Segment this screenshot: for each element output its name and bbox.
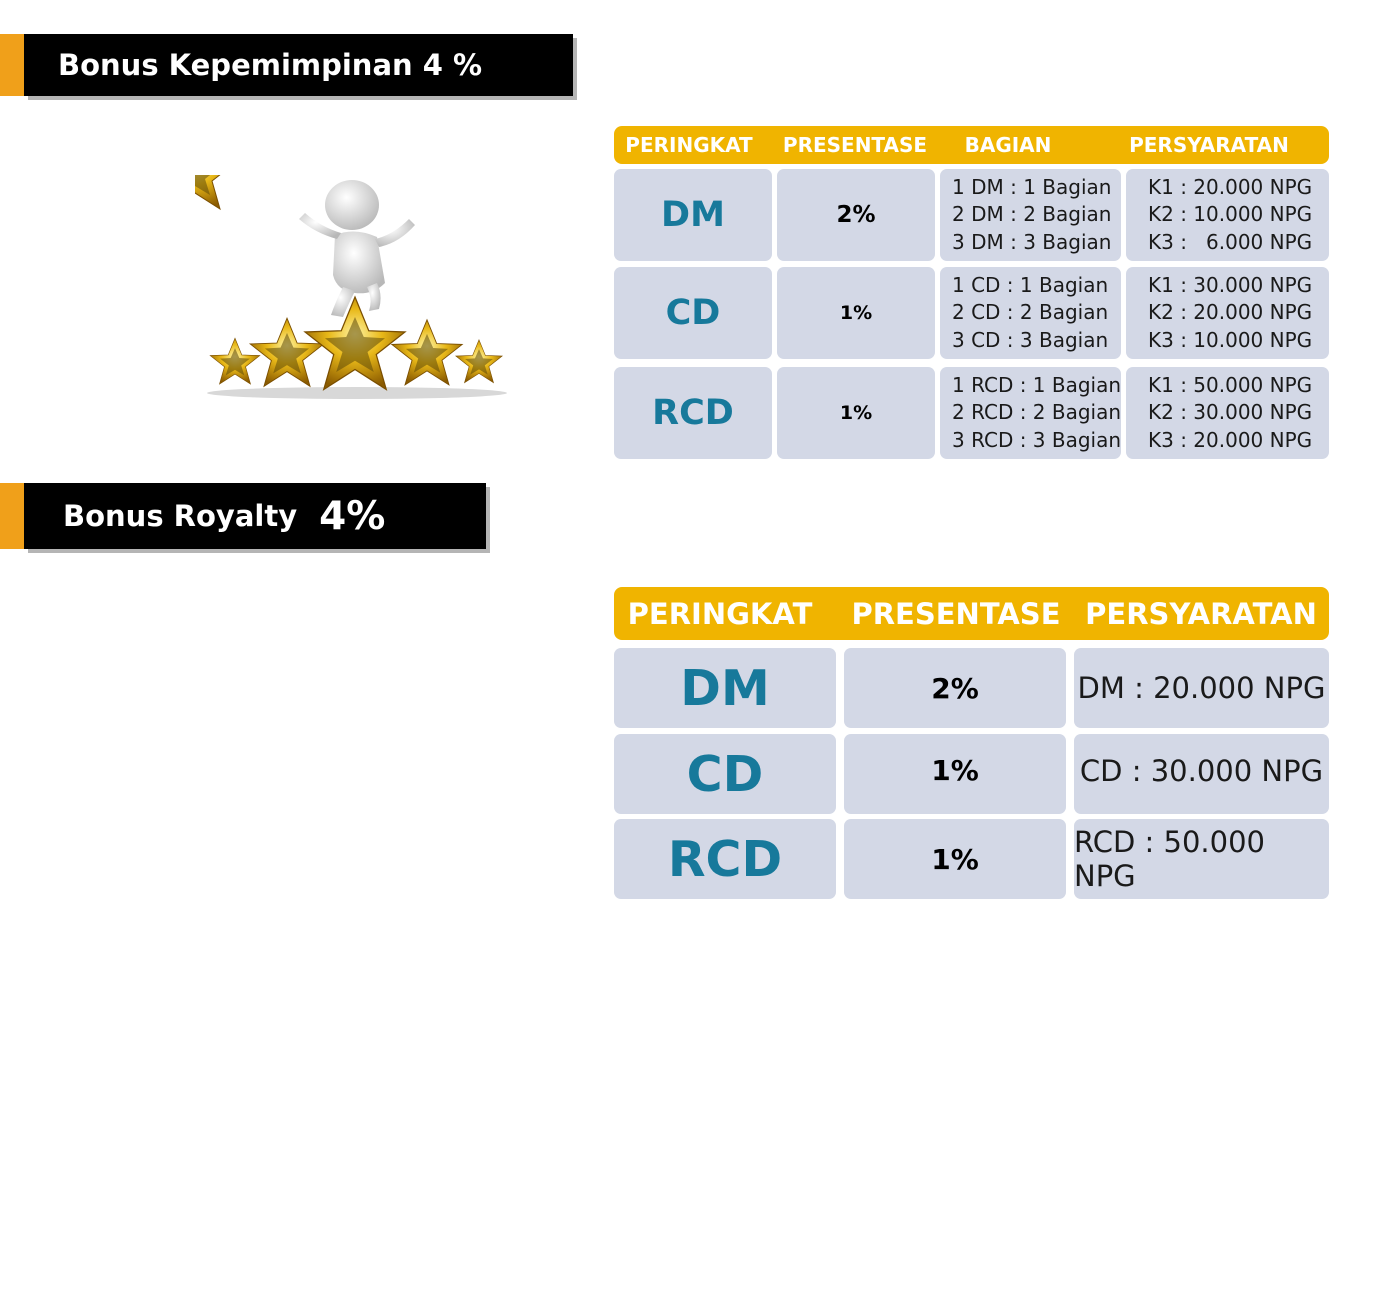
header-presentase: PRESENTASE (782, 133, 928, 157)
royalty-bonus-percent: 4% (319, 493, 386, 539)
header-presentase: PRESENTASE (851, 596, 1061, 631)
shares-cell (940, 367, 1121, 459)
share-line: 3 DM : 3 Bagian (952, 229, 1112, 254)
requirement-cell: CD : 30.000 NPG (1074, 734, 1329, 814)
share-line: 1 DM : 1 Bagian (952, 174, 1112, 199)
percent-cell: 1% (777, 267, 935, 359)
percent-cell: 1% (777, 367, 935, 459)
requirements-cell (1126, 267, 1329, 359)
rank-cell: CD (614, 267, 772, 359)
royalty-bonus-label: Bonus Royalty (63, 499, 298, 533)
requirement-line: K3 : 6.000 NPG (1148, 229, 1313, 254)
requirement-line: K2 : 10.000 NPG (1148, 202, 1313, 227)
requirement-line: K2 : 20.000 NPG (1148, 300, 1313, 325)
header-persyaratan: PERSYARATAN (1085, 596, 1317, 631)
requirement-line: K2 : 30.000 NPG (1148, 400, 1313, 425)
shares-cell (940, 169, 1121, 261)
header-peringkat: PERINGKAT (627, 596, 813, 631)
percent-cell: 1% (844, 819, 1066, 899)
rank-cell: RCD (614, 367, 772, 459)
requirements-cell (1126, 367, 1329, 459)
share-line: 2 DM : 2 Bagian (952, 202, 1112, 227)
percent-cell: 2% (777, 169, 935, 261)
table-header (614, 126, 1329, 164)
header-peringkat: PERINGKAT (625, 133, 753, 157)
rank-cell: CD (614, 734, 836, 814)
rank-cell: DM (614, 169, 772, 261)
requirement-line: K1 : 50.000 NPG (1148, 372, 1313, 397)
share-line: 3 RCD : 3 Bagian (952, 427, 1122, 452)
royalty-bonus-title (63, 483, 385, 549)
requirement-line: K1 : 30.000 NPG (1148, 272, 1313, 297)
requirements-cell (1126, 169, 1329, 261)
share-line: 1 RCD : 1 Bagian (952, 372, 1122, 397)
figure-jumping-on-stars-icon (195, 175, 525, 405)
shares-cell (940, 267, 1121, 359)
leadership-bonus-title: Bonus Kepemimpinan 4 % (58, 48, 483, 82)
requirement-line: K3 : 20.000 NPG (1148, 427, 1313, 452)
rank-cell: RCD (614, 819, 836, 899)
banner-accent (0, 34, 24, 96)
table-header (614, 587, 1329, 640)
percent-cell: 2% (844, 648, 1066, 728)
percent-cell: 1% (844, 734, 1066, 814)
share-line: 1 CD : 1 Bagian (952, 272, 1109, 297)
requirement-line: K3 : 10.000 NPG (1148, 327, 1313, 352)
requirement-cell: DM : 20.000 NPG (1074, 648, 1329, 728)
royalty-bonus-table (614, 587, 1329, 901)
requirement-line: K1 : 20.000 NPG (1148, 174, 1313, 199)
leadership-bonus-table (614, 126, 1329, 460)
share-line: 2 CD : 2 Bagian (952, 300, 1109, 325)
header-persyaratan: PERSYARATAN (1129, 133, 1289, 157)
banner-accent (0, 483, 24, 549)
header-bagian: BAGIAN (964, 133, 1052, 157)
rank-cell: DM (614, 648, 836, 728)
requirement-cell: RCD : 50.000 NPG (1074, 819, 1329, 899)
share-line: 2 RCD : 2 Bagian (952, 400, 1122, 425)
share-line: 3 CD : 3 Bagian (952, 327, 1109, 352)
